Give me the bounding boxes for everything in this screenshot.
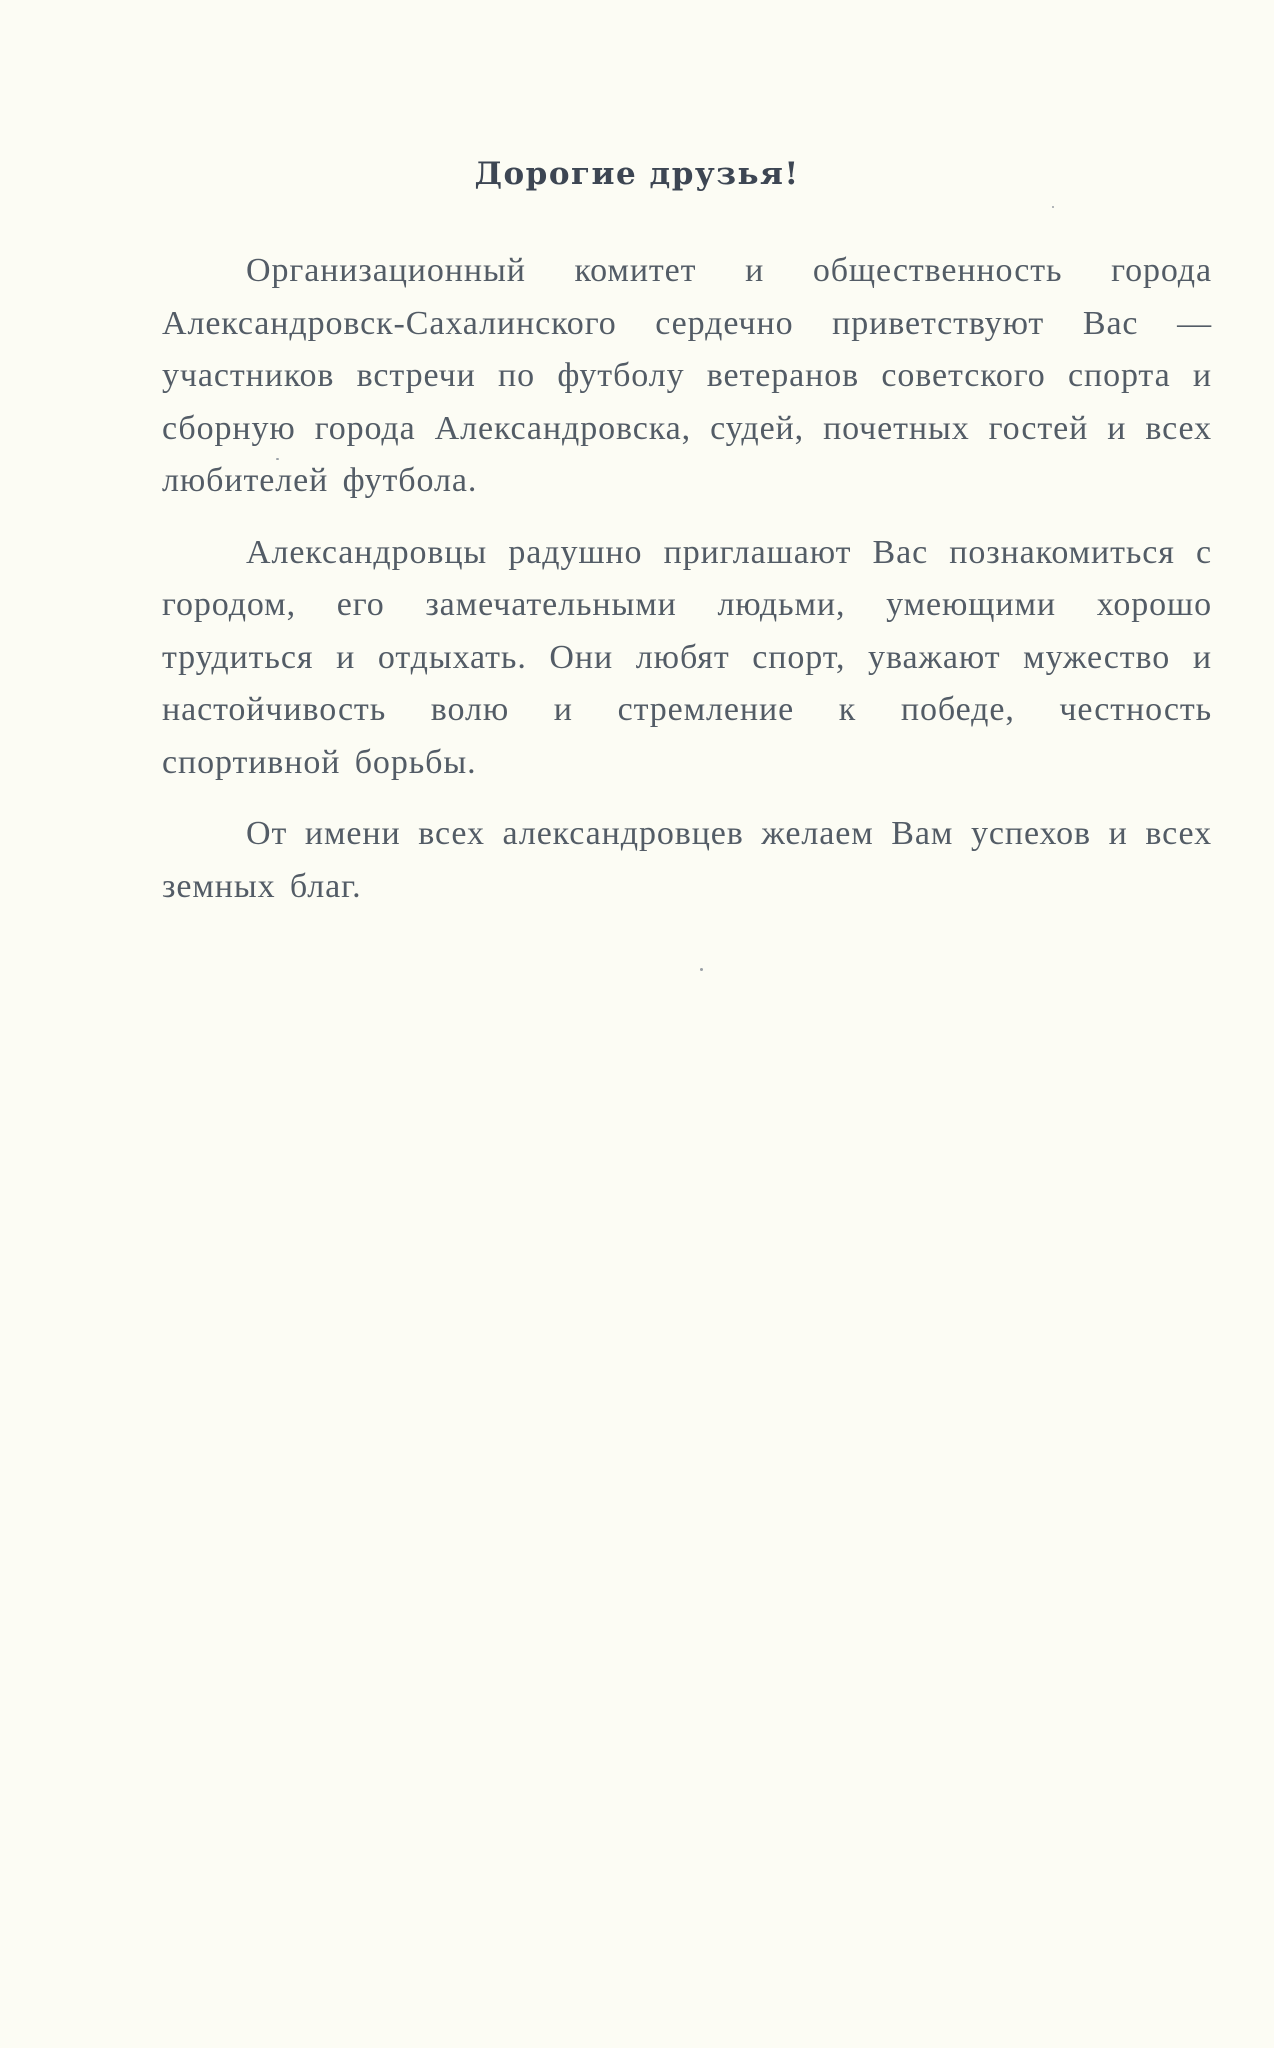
greeting-heading: Дорогие друзья! xyxy=(474,156,800,192)
letter-body xyxy=(162,245,1212,932)
print-speck xyxy=(1052,206,1054,208)
print-speck xyxy=(276,458,279,460)
paragraph-welcome: Организационный комитет и общественность города Александровск-Сахалинского сердечно приветствуют Вас — участников встречи по футболу ветеранов советского спорта и сборную города Александровска, судей, почетных гостей и всех любителей футбола. xyxy=(162,252,1212,499)
paragraph-wishes: От имени всех александровцев желаем Вам успехов и всех земных благ. xyxy=(162,815,1212,905)
paragraph-invitation: Александровцы радушно приглашают Вас познакомиться с городом, его замечательными людьми, умеющими хорошо трудиться и отдыхать. Они любят спорт, уважают мужество и настойчивость волю и стремление к победе, честность спортивной борьбы. xyxy=(162,533,1212,781)
print-speck xyxy=(700,968,703,971)
